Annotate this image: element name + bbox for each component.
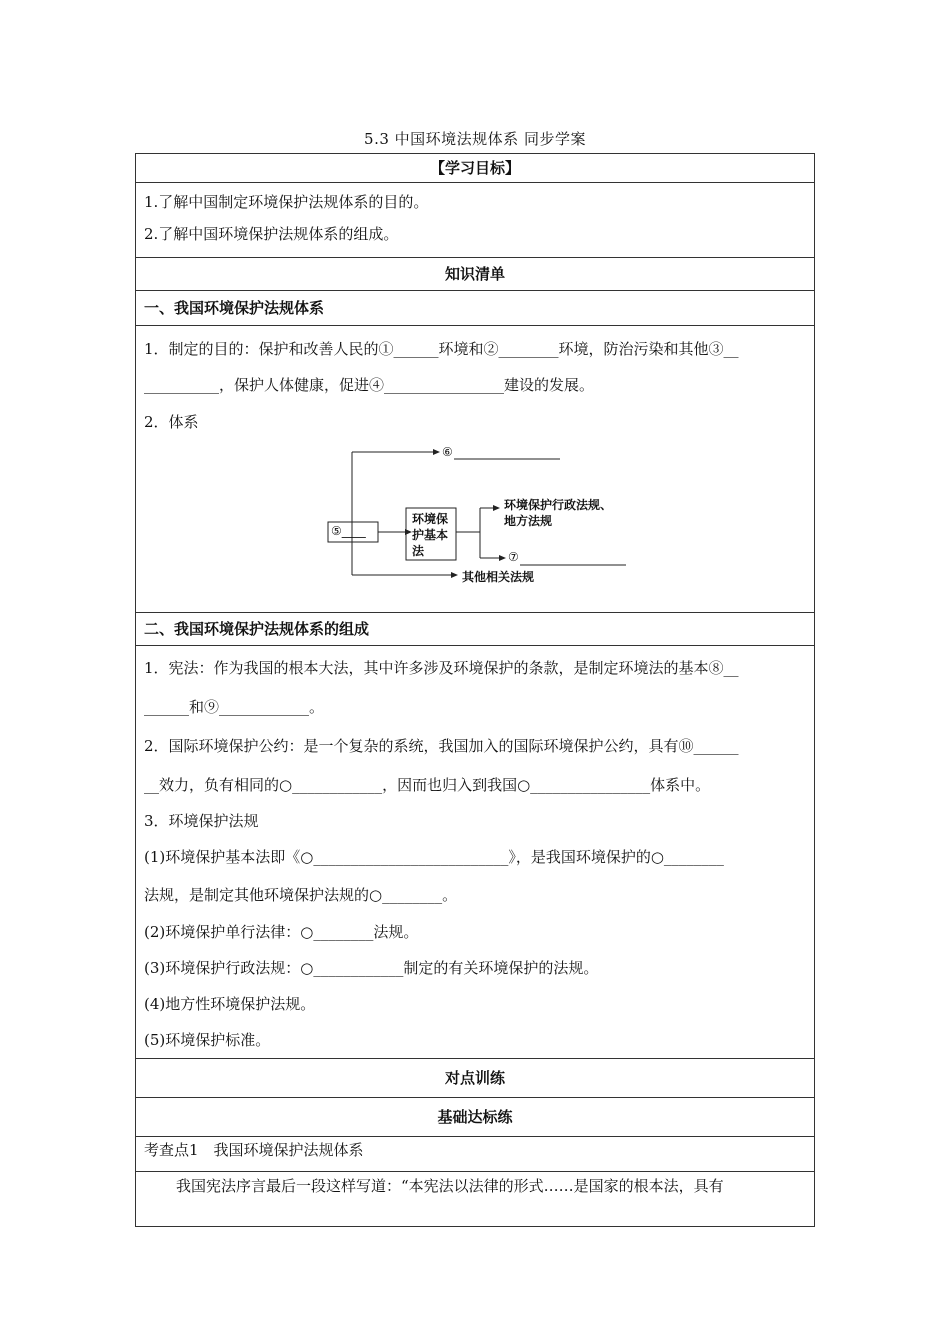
diagram-bottom: 其他相关法规 [462,570,535,584]
goals-cell [136,183,815,258]
composition-line: __效力，负有相同的○____________，因而也归入到我国○________________体系中。 [144,776,711,794]
section1-body [136,326,815,613]
composition-line: 1．宪法：作为我国的根本大法，其中许多涉及环境保护的条款，是制定环境法的基本⑧__ [144,659,739,677]
practice-subheader: 基础达标练 [136,1098,815,1137]
composition-line: (2)环境保护单行法律：○________法规。 [144,923,419,941]
composition-line: (1)环境保护基本法即《○__________________________》，是我国环境保护的○________ [144,848,724,866]
composition-line: 2．国际环境保护公约：是一个复杂的系统，我国加入的国际环境保护公约，具有⑩______ [144,737,739,755]
diagram-lines [144,442,808,612]
composition-line: (5)环境保护标准。 [144,1031,271,1049]
system-diagram [144,442,806,612]
goals-header: 【学习目标】 [136,154,815,183]
section2-body [136,646,815,1059]
diagram-right-top: 环境保护行政法规、 [504,498,613,512]
worksheet-table [135,153,815,1227]
practice-header: 对点训练 [136,1059,815,1098]
composition-line: ______和⑨____________。 [144,698,325,716]
section1-title: 一、我国环境保护法规体系 [136,291,815,326]
goal-item: 2.了解中国环境保护法规体系的组成。 [144,225,399,243]
composition-line: (4)地方性环境保护法规。 [144,995,316,1013]
practice-text-cell [136,1172,815,1227]
diagram-root: ⑤____ [331,524,366,538]
system-label: 2．体系 [144,413,199,431]
diagram-box-line: 环境保 [412,512,449,526]
composition-line: 法规，是制定其他环境保护法规的○________。 [144,886,458,904]
practice-point: 考查点1 我国环境保护法规体系 [136,1137,815,1172]
diagram-box-line: 护基本 [412,528,449,542]
purpose-line-2: __________，保护人体健康，促进④________________建设的发展。 [144,376,595,394]
knowledge-header: 知识清单 [136,258,815,291]
diagram-right-bottom: ⑦ [508,550,519,564]
goal-item: 1.了解中国制定环境保护法规体系的目的。 [144,193,429,211]
composition-line: (3)环境保护行政法规：○____________制定的有关环境保护的法规。 [144,959,599,977]
diagram-box-line: 法 [412,544,425,558]
document-title: 5.3 中国环境法规体系 同步学案 [364,130,586,148]
purpose-line-1: 1．制定的目的：保护和改善人民的①______环境和②________环境，防治污染和其他③__ [144,340,739,358]
diagram-top: ⑥ [442,445,453,459]
section2-title: 二、我国环境保护法规体系的组成 [136,613,815,646]
practice-text: 我国宪法序言最后一段这样写道：“本宪法以法律的形式……是国家的根本法，具有 [176,1177,724,1195]
composition-line: 3．环境保护法规 [144,812,259,830]
diagram-right-top: 地方法规 [504,514,553,528]
